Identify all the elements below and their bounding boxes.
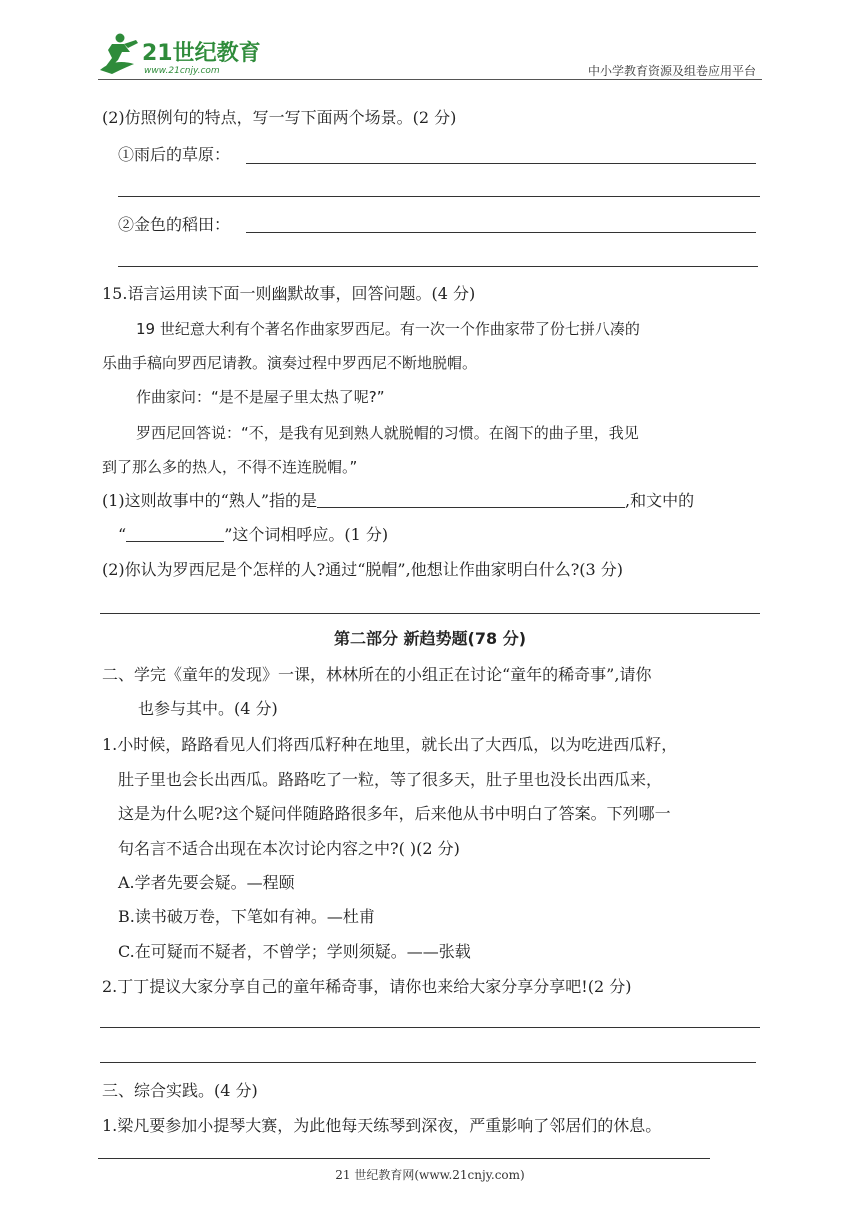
q14-item1-label: ①雨后的草原：: [118, 145, 231, 164]
p2-q2: 2.丁丁提议大家分享自己的童年稀奇事，请你也来给大家分享分享吧!(2 分): [102, 977, 632, 996]
footer-text: 21 世纪教育网(www.21cnjy.com): [335, 1168, 525, 1182]
platform-name: 中小学教育资源及组卷应用平台: [587, 64, 756, 78]
story-p1-line1: 19 世纪意大利有个著名作曲家罗西尼。有一次一个作曲家带了份七拼八凑的: [136, 320, 640, 338]
site-logo: [94, 30, 264, 78]
q15-sub2: (2)你认为罗西尼是个怎样的人?通过“脱帽”,他想让作曲家明白什么?(3 分): [102, 560, 624, 579]
option-c[interactable]: C.在可疑而不疑者，不曾学；学则须疑。——张载: [118, 942, 471, 961]
q15-sub1-line1: [102, 490, 694, 512]
footer-divider: [98, 1158, 710, 1159]
part2-title: 第二部分 新趋势题(78 分): [333, 629, 527, 648]
section2-line2: 也参与其中。(4 分): [138, 699, 278, 718]
story-p1-line2: 乐曲手稿向罗西尼请教。演奏过程中罗西尼不断地脱帽。: [102, 354, 478, 372]
logo-text: 21世纪教育: [142, 41, 261, 66]
q15-sub1-word-blank[interactable]: [126, 525, 224, 542]
option-a[interactable]: A.学者先要会疑。—程颐: [118, 873, 295, 892]
runner-icon: [100, 34, 138, 75]
q14-item2-answer-line-2[interactable]: [118, 266, 758, 267]
story-p2: 作曲家问：“是不是屋子里太热了呢?”: [136, 388, 385, 406]
section2-line1: 二、学完《童年的发现》一课，林林所在的小组正在讨论“童年的稀奇事”,请你: [102, 665, 652, 684]
story-p3-line1: 罗西尼回答说：“不，是我有见到熟人就脱帽的习惯。在阁下的曲子里，我见: [136, 424, 639, 442]
q15-sub1-line2: [118, 524, 388, 546]
p2-q1-line1: 1.小时候，路路看见人们将西瓜籽种在地里，就长出了大西瓜，以为吃进西瓜籽，: [102, 735, 678, 754]
logo-url: www.21cnjy.com: [144, 66, 220, 76]
q15-title: 15.语言运用读下面一则幽默故事，回答问题。(4 分): [102, 284, 476, 303]
option-b[interactable]: B.读书破万卷，下笔如有神。—杜甫: [118, 907, 375, 926]
q15-sub1-end: ”这个词相呼应。(1 分): [224, 525, 389, 544]
p2-q1-line3: 这是为什么呢?这个疑问伴随路路很多年，后来他从书中明白了答案。下列哪一: [118, 804, 671, 823]
story-p3-line2: 到了那么多的热人，不得不连连脱帽。”: [102, 458, 358, 476]
q15-sub1-prompt: (1)这则故事中的“熟人”指的是: [102, 491, 318, 510]
q15-sub1-mid: ,和文中的: [625, 491, 695, 510]
p2-q2-answer-line-2[interactable]: [100, 1062, 756, 1063]
p2-q1-line2: 肚子里也会长出西瓜。路路吃了一粒，等了很多天，肚子里也没长出西瓜来，: [118, 770, 663, 789]
q14-item1-answer-line[interactable]: [246, 163, 756, 164]
header-divider: [98, 79, 762, 80]
p2-q2-answer-line-1[interactable]: [100, 1027, 760, 1028]
quote-open: “: [118, 525, 127, 544]
q14-item1-answer-line-2[interactable]: [118, 196, 760, 197]
q15-sub1-answer-blank[interactable]: [317, 491, 625, 508]
section3-q1: 1.梁凡要参加小提琴大赛，为此他每天练琴到深夜，严重影响了邻居们的休息。: [102, 1116, 662, 1135]
q14-item2-answer-line[interactable]: [246, 232, 756, 233]
q14-item2-label: ②金色的稻田：: [118, 215, 231, 234]
section3-title: 三、综合实践。(4 分): [102, 1081, 258, 1100]
p2-q1-line4: 句名言不适合出现在本次讨论内容之中?( )(2 分): [118, 839, 460, 858]
q15-sub2-answer-line[interactable]: [100, 613, 760, 614]
q14-part2: (2)仿照例句的特点，写一写下面两个场景。(2 分): [102, 108, 457, 127]
